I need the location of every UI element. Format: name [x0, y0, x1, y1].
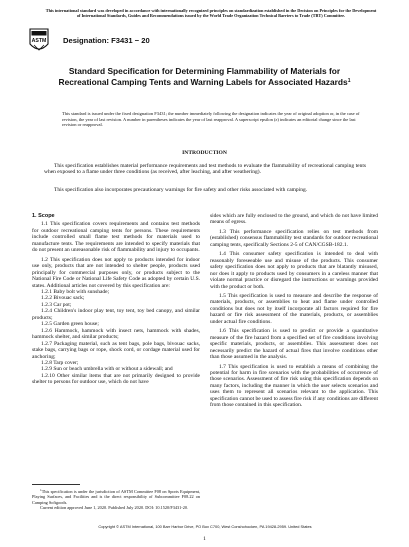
list-item: 1.2.3 Car pot;	[41, 301, 72, 308]
scope-heading: 1. Scope	[32, 213, 55, 219]
footnote-text-1: This specification is under the jurisdiction of ASTM Committee F08 on Sports Equipment, Playing Surfaces, and Facilities and is the direct responsibility of Subcommittee F08.22 on Camping Softgoods.	[32, 489, 200, 505]
paragraph-1-3: 1.3 This performance specification relies on test methods from (established) consensus flammability test standards for outdoor recreational camping tents, specifically Sections 2-5 of CAN/CGSB-182.1.	[210, 228, 378, 248]
paragraph-1-6: 1.6 This specification is used to predict or provide a quantitative measure of the fire hazard from a specified set of fire conditions involving specific materials, products, or assemblies. This assessment does not necessarily predict the hazard of actual fires that involve conditions other than those assumed in the analysis.	[210, 328, 378, 361]
paragraph-continued: sides which are fully enclosed to the ground, and which do not have limited means of egress.	[210, 213, 378, 226]
title-footnote-mark: 1	[347, 78, 351, 84]
footnote-rule	[32, 484, 80, 485]
list-item: 1.2.8 Tarp cover;	[41, 359, 79, 366]
page-number: 1	[203, 536, 206, 542]
list-item: 1.2.4 Children's indoor play tent, toy tent, toy bed canopy, and similar products;	[32, 308, 200, 321]
paragraph-1-2: 1.2 This specification does not apply to products intended for indoor use only, products that are not intended to shelter people, products used principally for commercial purposes only, or products subject to the National Fire Code or National Life Safety Code as adopted by certain U.S. states. Additional articles not covered by this specification are:	[32, 256, 200, 289]
svg-text:ASTM: ASTM	[31, 38, 47, 44]
footnote-line-1	[32, 488, 200, 505]
header-notice: This international standard was developed in accordance with internationally recognized principles on standardization established in the Decision on Principles for the Development of International Standards, Guides and Recommendations issued by the World Trade Organization Technical Barriers to Trade (TBT) Committee.	[45, 8, 377, 19]
designation: Designation: F3431 − 20	[63, 36, 150, 45]
right-column	[210, 213, 378, 409]
introduction-paragraph-1: This specification establishes material performance requirements and test methods to evaluate the flammability of recreational camping tents when exposed to a flame under three conditions (as received, after leaching, and after weathering).	[44, 163, 366, 176]
paragraph-1-4: 1.4 This consumer safety specification is intended to deal with reasonably foreseeable use and misuse of the products. This consumer safety specification does not apply to products that are blatantly misused, nor does it apply to products used by consumers in a careless manner that violate normal practice or disregard the instructions or warnings provided with the product or both.	[210, 251, 378, 290]
list-item: 1.2.1 Baby bolt with sunshade;	[41, 288, 110, 295]
paragraph-1-1: 1.1 This specification covers requirements and contains test methods for outdoor recreational camping tents for persons. These requirements include controlled small flame test methods for materials used to manufacture tents. The requirements are intended to specify materials that do not present an unreasonable risk of flammability and injury to occupants.	[32, 221, 200, 254]
list-item: 1.2.2 Bivouac sack;	[41, 295, 85, 302]
list-item: 1.2.7 Packaging material, such as tent bags, pole bags, bivouac sacks, stake bags, carrying bags or rope, shock cord, or cordage material used for anchoring;	[32, 340, 200, 360]
left-column	[32, 213, 200, 386]
footnote-mark: 1	[40, 488, 42, 492]
copyright-notice: Copyright © ASTM International, 100 Barr Harbor Drive, PO Box C700, West Conshohocken, PA 19428-2959. United States	[98, 524, 312, 529]
introduction-heading: INTRODUCTION	[182, 150, 227, 156]
issue-note: This standard is issued under the fixed designation F3431; the number immediately following the designation indicates the year of original adoption or, in the case of revision, the year of last revision. A number in parentheses indicates the year of last reapproval. A superscript epsilon (ε) indicates an editorial change since the last revision or reapproval.	[62, 111, 360, 128]
introduction-paragraph-2: This specification also incorporates precautionary warnings for fire safety and other risks associated with camping.	[54, 187, 308, 193]
list-item: 1.2.5 Garden green house;	[41, 321, 99, 328]
list-item: 1.2.9 Sun or beach umbrella with or without a sidewall; and	[41, 366, 173, 373]
paragraph-1-7: 1.7 This specification is used to establish a means of combining the potential for harm in fire scenarios with the probabilities of occurrence of those scenarios. Assessment of fire risk using this specification depends on many factors, including the manner in which the user selects scenarios and uses them to represent all scenarios relevant to the application. This specification cannot be used to assess fire risk if any conditions are different from those contained in this specification.	[210, 363, 378, 409]
astm-logo	[28, 27, 50, 55]
footnote	[32, 488, 200, 510]
footnote-line-2: Current edition approved June 1, 2020. Published July 2020. DOI: 10.1520/F3431-20.	[40, 504, 189, 510]
paragraph-1-5: 1.5 This specification is used to measure and describe the response of materials, products, or assemblies to heat and flame under controlled conditions but does not by itself incorporate all factors required for fire hazard or fire risk assessment of the materials, products, or assemblies under actual fire conditions.	[210, 292, 378, 325]
list-item: 1.2.10 Other similar items that are not primarily designed to provide shelter to persons for outdoor use, which do not have	[32, 372, 200, 386]
document-title	[50, 66, 359, 87]
list-item: 1.2.6 Hammock, hammock with insect nets, hammock with shades, hammock shelter, and similar products;	[32, 327, 200, 341]
title-text: Standard Specification for Determining Flammability of Materials for Recreational Camping Tents and Warning Labels for Associated Hazards	[58, 66, 348, 87]
